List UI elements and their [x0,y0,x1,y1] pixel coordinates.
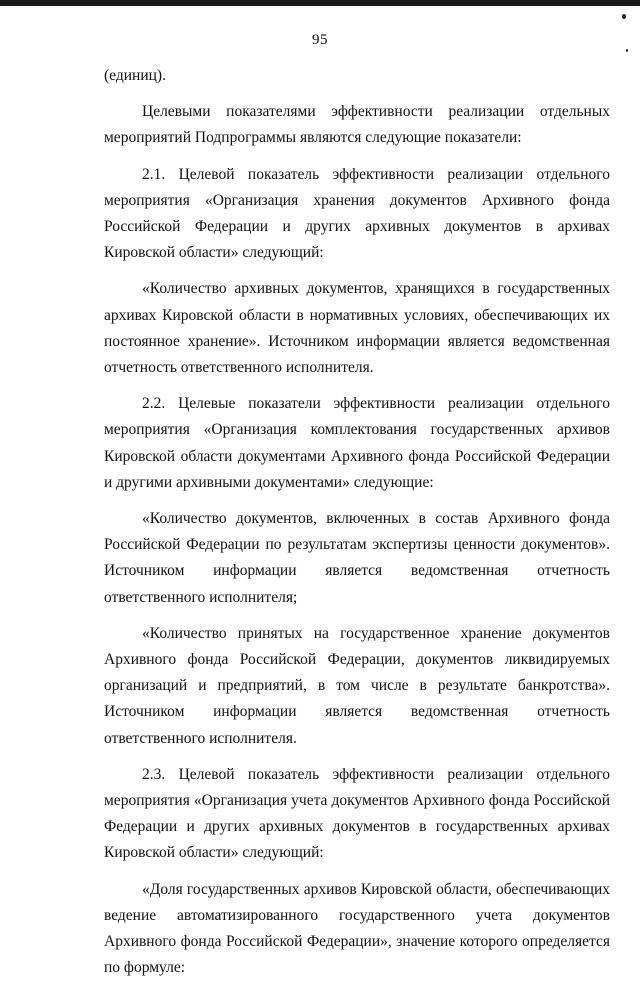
page-number: 95 [312,32,328,48]
document-body [104,63,610,982]
paragraph-indicator-quote: «Количество документов, включенных в состав Архивного фонда Российской Федерации по результатам экспертизы ценности документов». Источником информации является ведомственная отчетность ответственного исполнителя; [104,510,610,606]
scan-artifact-dot [622,14,626,19]
paragraph-section-2-1: 2.1. Целевой показатель эффективности реализации отдельного мероприятия «Организация хранения документов Архивного фонда Российской Федерации и других архивных документов в архивах Кировской области» следующий: [104,165,610,262]
paragraph-indicator-quote: «Количество принятых на государственное хранение документов Архивного фонда Российской Федерации, документов ликвидируемых организаций и предприятий, в том числе в результате банкротства». Источником информации является ведомственная отчетность ответственного исполнителя. [104,624,610,747]
scan-artifact-dot [626,49,628,52]
paragraph-section-2-2: 2.2. Целевые показатели эффективности реализации отдельного мероприятия «Организация комплектования государственных архивов Кировской области документами Архивного фонда Российской Федерации и другими архивными документами» следующие: [104,395,610,491]
scan-top-border [0,0,640,6]
paragraph-indicator-quote: «Доля государственных архивов Кировской области, обеспечивающих ведение автоматизированного государственного учета документов Архивного фонда Российской Федерации», значение которого определяется по формуле: [104,880,610,977]
paragraph-intro: Целевыми показателями эффективности реализации отдельных мероприятий Подпрограммы являются следующие показатели: [104,103,610,147]
paragraph-section-2-3: 2.3. Целевой показатель эффективности реализации отдельного мероприятия «Организация учета документов Архивного фонда Российской Федерации и других архивных документов в государственных архивах Кировской области» следующий: [104,765,610,862]
paragraph-indicator-quote: «Количество архивных документов, хранящихся в государственных архивах Кировской области в нормативных условиях, обеспечивающих их постоянное хранение». Источником информации является ведомственная отчетность ответственного исполнителя. [104,280,610,377]
paragraph-continuation: (единиц). [104,67,166,84]
